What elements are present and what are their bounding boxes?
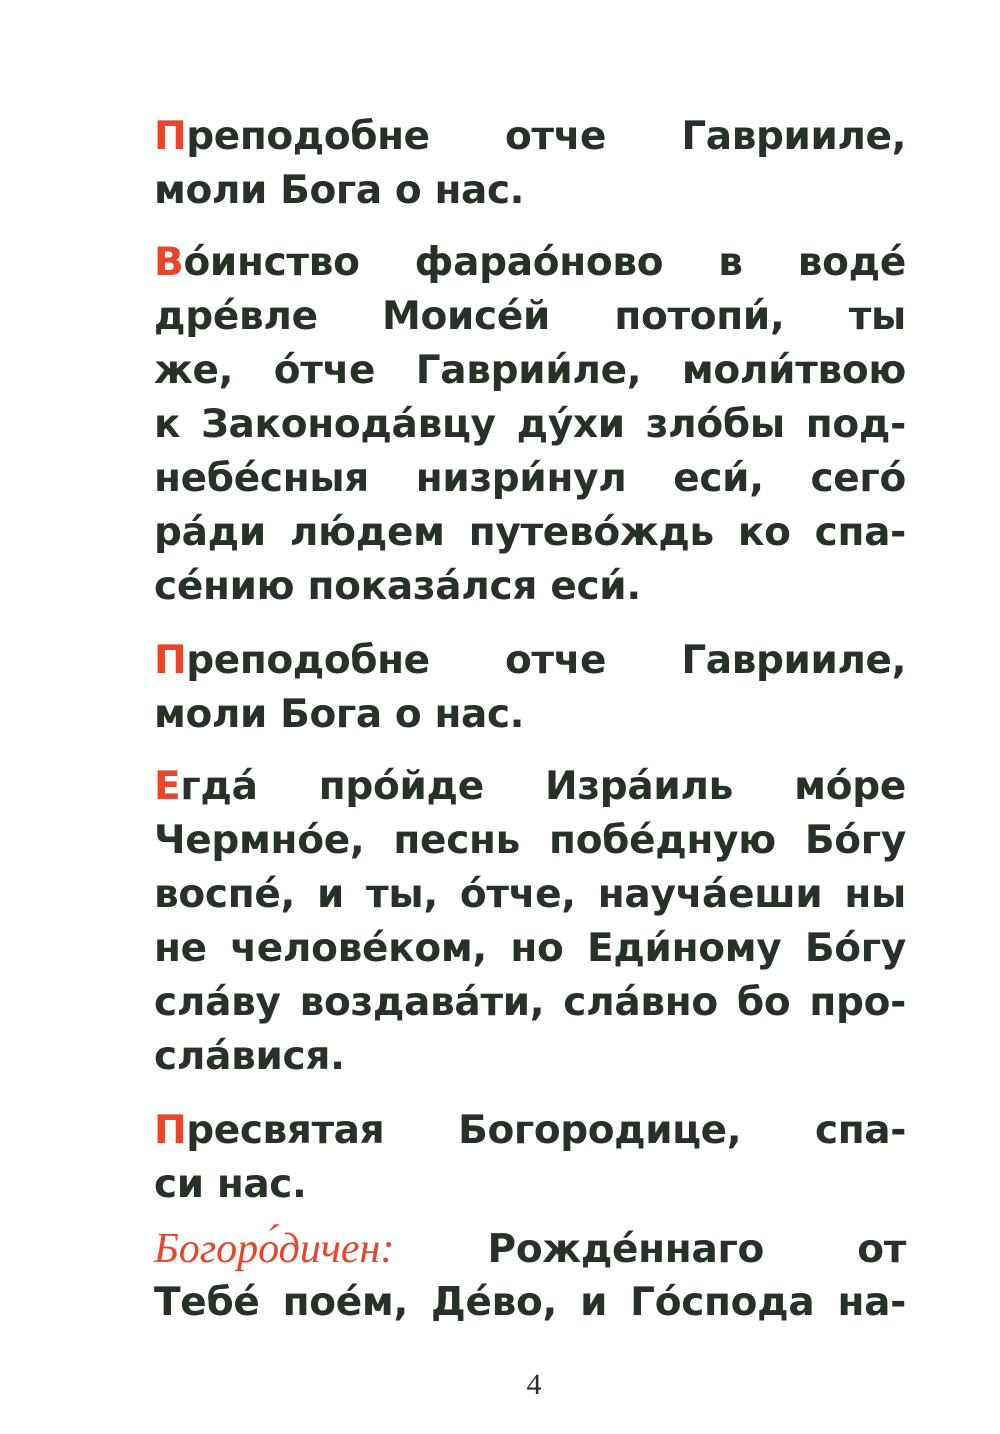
theotokion — [154, 1222, 906, 1330]
refrain-line: Пресвятая Богородице, спа- — [154, 1108, 906, 1153]
refrain-line: Преподобне отче Гаврииле, — [154, 638, 906, 683]
verse-line: воспé, и ты, о́тче, науча́еши ны — [154, 872, 906, 917]
verse-line: Чермно́е, песнь побéдную Бо́гу — [154, 818, 906, 863]
verse-line: сла́вися. — [154, 1034, 345, 1079]
verse-line: Тебé поéм, Дéво, и Го́спода на- — [154, 1280, 906, 1325]
troparion-verse-1 — [154, 236, 906, 614]
troparion-verse-2 — [154, 760, 906, 1084]
refrain-line: моли Бога о нас. — [154, 168, 525, 213]
refrain-line: моли Бога о нас. — [154, 692, 525, 737]
verse-line: сéнию показа́лся еси́. — [154, 564, 641, 609]
verse-line: не человéком, но Еди́ному Бо́гу — [154, 926, 906, 971]
verse-line: Егда́ про́йде Изра́иль мо́ре — [154, 764, 906, 809]
theotokion-label: Богоро́дичен: — [154, 1226, 395, 1272]
verse-line: ра́ди лю́дем путево́ждь ко спа- — [154, 510, 906, 555]
verse-line: сла́ву воздава́ти, сла́вно бо про- — [154, 980, 906, 1025]
refrain-line: си нас. — [154, 1162, 307, 1207]
refrain-3 — [154, 1104, 906, 1212]
refrain-1 — [154, 110, 906, 218]
verse-line: дрéвле Моисéй потопи́, ты — [154, 294, 906, 339]
verse-line: же, о́тче Гаврии́ле, моли́твою — [154, 348, 906, 393]
red-initial-letter: Е — [154, 764, 181, 809]
verse-line: небéсныя низри́нул еси́, сего́ — [154, 456, 906, 501]
red-initial-letter: В — [154, 240, 184, 285]
verse-line: Во́инство фарао́ново в водé — [154, 240, 906, 285]
refrain-2 — [154, 634, 906, 742]
page-number: 4 — [526, 1368, 542, 1401]
verse-line: к Законода́вцу ду́хи зло́бы под- — [154, 402, 906, 447]
refrain-line: Преподобне отче Гаврииле, — [154, 114, 906, 159]
red-initial-letter: П — [154, 1108, 187, 1153]
verse-line: Богоро́дичен: Рождéннаго от — [154, 1226, 907, 1272]
red-initial-letter: П — [154, 114, 187, 159]
red-initial-letter: П — [154, 638, 187, 683]
